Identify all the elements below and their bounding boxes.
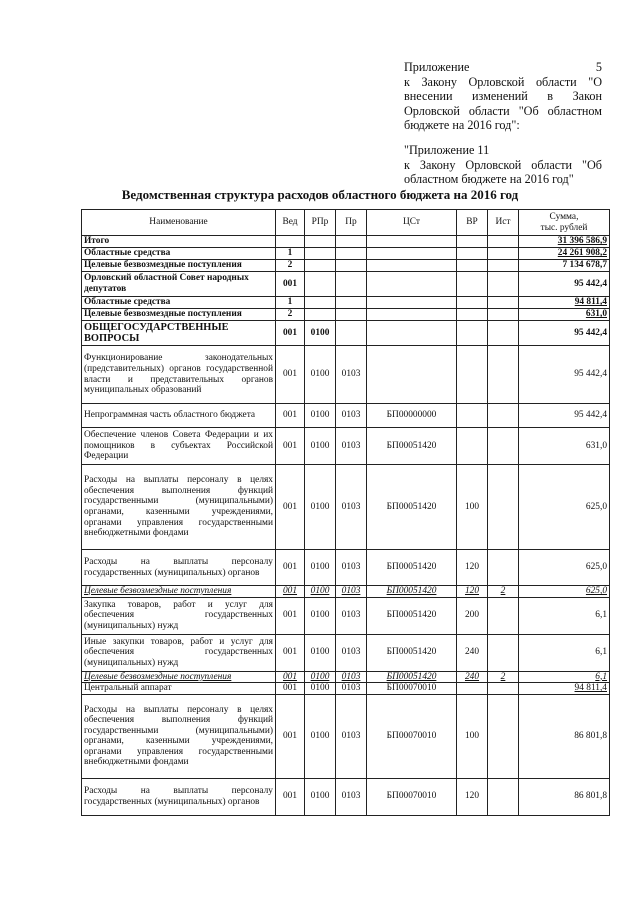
- table-row: [82, 428, 610, 465]
- cell-pr: [336, 321, 367, 346]
- cell-ved: 1: [276, 297, 305, 309]
- cell-sum: 6,1: [519, 671, 610, 683]
- cell-ist: 2: [488, 586, 519, 598]
- cell-ved: 001: [276, 586, 305, 598]
- cell-cst: БП00051420: [367, 550, 457, 586]
- cell-vr: [457, 297, 488, 309]
- cell-sum: 94 811,4: [519, 297, 610, 309]
- cell-cst: БП00070010: [367, 778, 457, 815]
- header-sum: [519, 210, 610, 236]
- cell-cst: [367, 297, 457, 309]
- cell-vr: [457, 321, 488, 346]
- cell-pr: 0103: [336, 778, 367, 815]
- cell-pr: 0103: [336, 346, 367, 404]
- cell-vr: [457, 260, 488, 272]
- cell-rpr: 0100: [305, 634, 336, 671]
- annex-line: Приложение 5: [404, 60, 602, 74]
- table-row: [82, 260, 610, 272]
- cell-pr: 0103: [336, 671, 367, 683]
- cell-name: Целевые безвозмездные поступления: [82, 671, 276, 683]
- cell-ist: [488, 309, 519, 321]
- cell-cst: [367, 248, 457, 260]
- cell-cst: [367, 321, 457, 346]
- cell-pr: 0103: [336, 683, 367, 695]
- cell-rpr: [305, 297, 336, 309]
- cell-pr: 0103: [336, 428, 367, 465]
- table-row: [82, 236, 610, 248]
- cell-name: Итого: [82, 236, 276, 248]
- expenditure-table: [81, 209, 610, 816]
- header-sum-line2: тыс. рублей: [540, 222, 588, 233]
- annex-line: областном бюджете на 2016 год": [404, 172, 574, 187]
- cell-vr: [457, 428, 488, 465]
- table-row: [82, 550, 610, 586]
- annex-11-heading: [404, 143, 602, 187]
- cell-ved: [276, 236, 305, 248]
- cell-pr: 0103: [336, 694, 367, 778]
- cell-vr: [457, 309, 488, 321]
- cell-rpr: 0100: [305, 321, 336, 346]
- table-row: [82, 404, 610, 428]
- cell-cst: [367, 346, 457, 404]
- cell-rpr: [305, 272, 336, 297]
- cell-ved: 1: [276, 248, 305, 260]
- cell-name: Областные средства: [82, 297, 276, 309]
- table-row: [82, 778, 610, 815]
- cell-cst: БП00051420: [367, 634, 457, 671]
- cell-name: Целевые безвозмездные поступления: [82, 309, 276, 321]
- cell-vr: 100: [457, 465, 488, 550]
- cell-ved: 001: [276, 465, 305, 550]
- cell-ved: 2: [276, 309, 305, 321]
- cell-ved: 001: [276, 428, 305, 465]
- annex-line: "Приложение 11: [404, 143, 490, 157]
- cell-ved: 001: [276, 671, 305, 683]
- cell-cst: [367, 272, 457, 297]
- table-row: [82, 634, 610, 671]
- cell-name: Расходы на выплаты персоналу государственных (муниципальных) органов: [82, 550, 276, 586]
- cell-vr: 200: [457, 597, 488, 634]
- cell-ist: [488, 694, 519, 778]
- cell-ist: [488, 236, 519, 248]
- cell-pr: 0103: [336, 634, 367, 671]
- cell-sum: 86 801,8: [519, 694, 610, 778]
- cell-cst: БП00051420: [367, 465, 457, 550]
- cell-ved: 001: [276, 550, 305, 586]
- table-row: [82, 694, 610, 778]
- header-cst: ЦСт: [367, 210, 457, 236]
- cell-ist: [488, 778, 519, 815]
- cell-ved: 001: [276, 634, 305, 671]
- cell-cst: БП00051420: [367, 586, 457, 598]
- cell-pr: 0103: [336, 465, 367, 550]
- cell-sum: 95 442,4: [519, 346, 610, 404]
- cell-pr: 0103: [336, 404, 367, 428]
- header-vr: ВР: [457, 210, 488, 236]
- cell-sum: 625,0: [519, 465, 610, 550]
- cell-rpr: [305, 236, 336, 248]
- cell-vr: [457, 683, 488, 695]
- cell-name: Непрограммная часть областного бюджета: [82, 404, 276, 428]
- cell-sum: 31 396 586,9: [519, 236, 610, 248]
- table-row: [82, 683, 610, 695]
- cell-name: Центральный аппарат: [82, 683, 276, 695]
- cell-sum: 95 442,4: [519, 404, 610, 428]
- cell-ved: 001: [276, 404, 305, 428]
- cell-ist: [488, 260, 519, 272]
- annex-line: к Закону Орловской области "Об: [404, 157, 602, 172]
- cell-ved: 001: [276, 346, 305, 404]
- cell-rpr: 0100: [305, 428, 336, 465]
- cell-sum: 95 442,4: [519, 272, 610, 297]
- cell-ist: [488, 321, 519, 346]
- cell-vr: 240: [457, 671, 488, 683]
- table-row: [82, 297, 610, 309]
- cell-sum: 94 811,4: [519, 683, 610, 695]
- cell-ved: 001: [276, 321, 305, 346]
- table-row: [82, 309, 610, 321]
- cell-cst: [367, 309, 457, 321]
- annex-line: Орловской области "Об областном: [404, 103, 602, 118]
- cell-sum: 86 801,8: [519, 778, 610, 815]
- cell-vr: [457, 404, 488, 428]
- cell-ist: [488, 297, 519, 309]
- cell-cst: БП00051420: [367, 597, 457, 634]
- cell-vr: [457, 272, 488, 297]
- cell-vr: 100: [457, 694, 488, 778]
- cell-rpr: [305, 309, 336, 321]
- cell-ist: [488, 634, 519, 671]
- document-title: Ведомственная структура расходов областного бюджета на 2016 год: [121, 187, 519, 202]
- annex-line: внесении изменений в Закон: [404, 89, 602, 104]
- cell-pr: [336, 297, 367, 309]
- table-row: [82, 586, 610, 598]
- cell-pr: [336, 260, 367, 272]
- cell-ist: 2: [488, 671, 519, 683]
- cell-vr: [457, 236, 488, 248]
- cell-ved: 001: [276, 694, 305, 778]
- cell-ist: [488, 248, 519, 260]
- cell-name: Расходы на выплаты персоналу государственных (муниципальных) органов: [82, 778, 276, 815]
- cell-name: Целевые безвозмездные поступления: [82, 586, 276, 598]
- table-row: [82, 321, 610, 346]
- cell-cst: [367, 236, 457, 248]
- cell-sum: 631,0: [519, 309, 610, 321]
- cell-sum: 631,0: [519, 428, 610, 465]
- cell-ist: [488, 404, 519, 428]
- cell-rpr: 0100: [305, 671, 336, 683]
- header-ist: Ист: [488, 210, 519, 236]
- cell-rpr: 0100: [305, 694, 336, 778]
- cell-rpr: 0100: [305, 778, 336, 815]
- table-row: [82, 671, 610, 683]
- table-row: [82, 346, 610, 404]
- table-row: [82, 248, 610, 260]
- cell-rpr: 0100: [305, 404, 336, 428]
- cell-vr: 120: [457, 550, 488, 586]
- cell-pr: 0103: [336, 586, 367, 598]
- cell-cst: БП00051420: [367, 671, 457, 683]
- cell-ist: [488, 465, 519, 550]
- cell-pr: [336, 309, 367, 321]
- cell-ist: [488, 550, 519, 586]
- cell-sum: 7 134 678,7: [519, 260, 610, 272]
- cell-vr: 240: [457, 634, 488, 671]
- cell-rpr: 0100: [305, 683, 336, 695]
- cell-name: Закупка товаров, работ и услуг для обеспечения государственных (муниципальных) нужд: [82, 597, 276, 634]
- annex-line: к Закону Орловской области "О: [404, 74, 602, 89]
- cell-name: Расходы на выплаты персоналу в целях обеспечения выполнения функций государственными (муниципальными) органами, казенными учреждениями, органами управления государственными внебюджетными фондами: [82, 465, 276, 550]
- cell-cst: БП00051420: [367, 428, 457, 465]
- header-sum-line1: Сумма,: [549, 211, 579, 222]
- header-pr: Пр: [336, 210, 367, 236]
- cell-ist: [488, 428, 519, 465]
- cell-rpr: 0100: [305, 597, 336, 634]
- table-row: [82, 272, 610, 297]
- cell-ist: [488, 272, 519, 297]
- annex-5-heading: [404, 60, 602, 133]
- cell-name: Орловский областной Совет народных депутатов: [82, 272, 276, 297]
- cell-rpr: [305, 248, 336, 260]
- cell-pr: 0103: [336, 597, 367, 634]
- cell-pr: [336, 248, 367, 260]
- table-header-row: [82, 210, 610, 236]
- cell-ved: 001: [276, 778, 305, 815]
- table-row: [82, 597, 610, 634]
- cell-cst: [367, 260, 457, 272]
- cell-vr: 120: [457, 586, 488, 598]
- cell-vr: [457, 248, 488, 260]
- cell-sum: 6,1: [519, 634, 610, 671]
- cell-name: Иные закупки товаров, работ и услуг для обеспечения государственных (муниципальных) нужд: [82, 634, 276, 671]
- cell-ist: [488, 346, 519, 404]
- cell-name: ОБЩЕГОСУДАРСТВЕННЫЕ ВОПРОСЫ: [82, 321, 276, 346]
- cell-ved: 2: [276, 260, 305, 272]
- cell-rpr: 0100: [305, 586, 336, 598]
- cell-name: Целевые безвозмездные поступления: [82, 260, 276, 272]
- cell-ist: [488, 683, 519, 695]
- cell-vr: 120: [457, 778, 488, 815]
- cell-pr: 0103: [336, 550, 367, 586]
- cell-ved: 001: [276, 272, 305, 297]
- cell-ist: [488, 597, 519, 634]
- cell-name: Функционирование законодательных (представительных) органов государственной власти и представительных органов муниципальных образований: [82, 346, 276, 404]
- cell-cst: БП00070010: [367, 694, 457, 778]
- cell-ved: 001: [276, 597, 305, 634]
- cell-sum: 6,1: [519, 597, 610, 634]
- cell-name: Обеспечение членов Совета Федерации и их помощников в субъектах Российской Федерации: [82, 428, 276, 465]
- cell-rpr: 0100: [305, 550, 336, 586]
- cell-name: Областные средства: [82, 248, 276, 260]
- annex-line: бюджете на 2016 год":: [404, 118, 520, 133]
- header-name: Наименование: [82, 210, 276, 236]
- header-ved: Вед: [276, 210, 305, 236]
- cell-sum: 625,0: [519, 586, 610, 598]
- cell-sum: 24 261 908,2: [519, 248, 610, 260]
- cell-rpr: 0100: [305, 346, 336, 404]
- cell-sum: 625,0: [519, 550, 610, 586]
- cell-ved: 001: [276, 683, 305, 695]
- header-rpr: РПр: [305, 210, 336, 236]
- cell-sum: 95 442,4: [519, 321, 610, 346]
- cell-name: Расходы на выплаты персоналу в целях обеспечения выполнения функций государственными (муниципальными) органами, казенными учреждениями, органами управления государственными внебюджетными фондами: [82, 694, 276, 778]
- table-row: [82, 465, 610, 550]
- cell-cst: БП00070010: [367, 683, 457, 695]
- cell-pr: [336, 272, 367, 297]
- cell-rpr: 0100: [305, 465, 336, 550]
- cell-rpr: [305, 260, 336, 272]
- cell-vr: [457, 346, 488, 404]
- cell-pr: [336, 236, 367, 248]
- cell-cst: БП00000000: [367, 404, 457, 428]
